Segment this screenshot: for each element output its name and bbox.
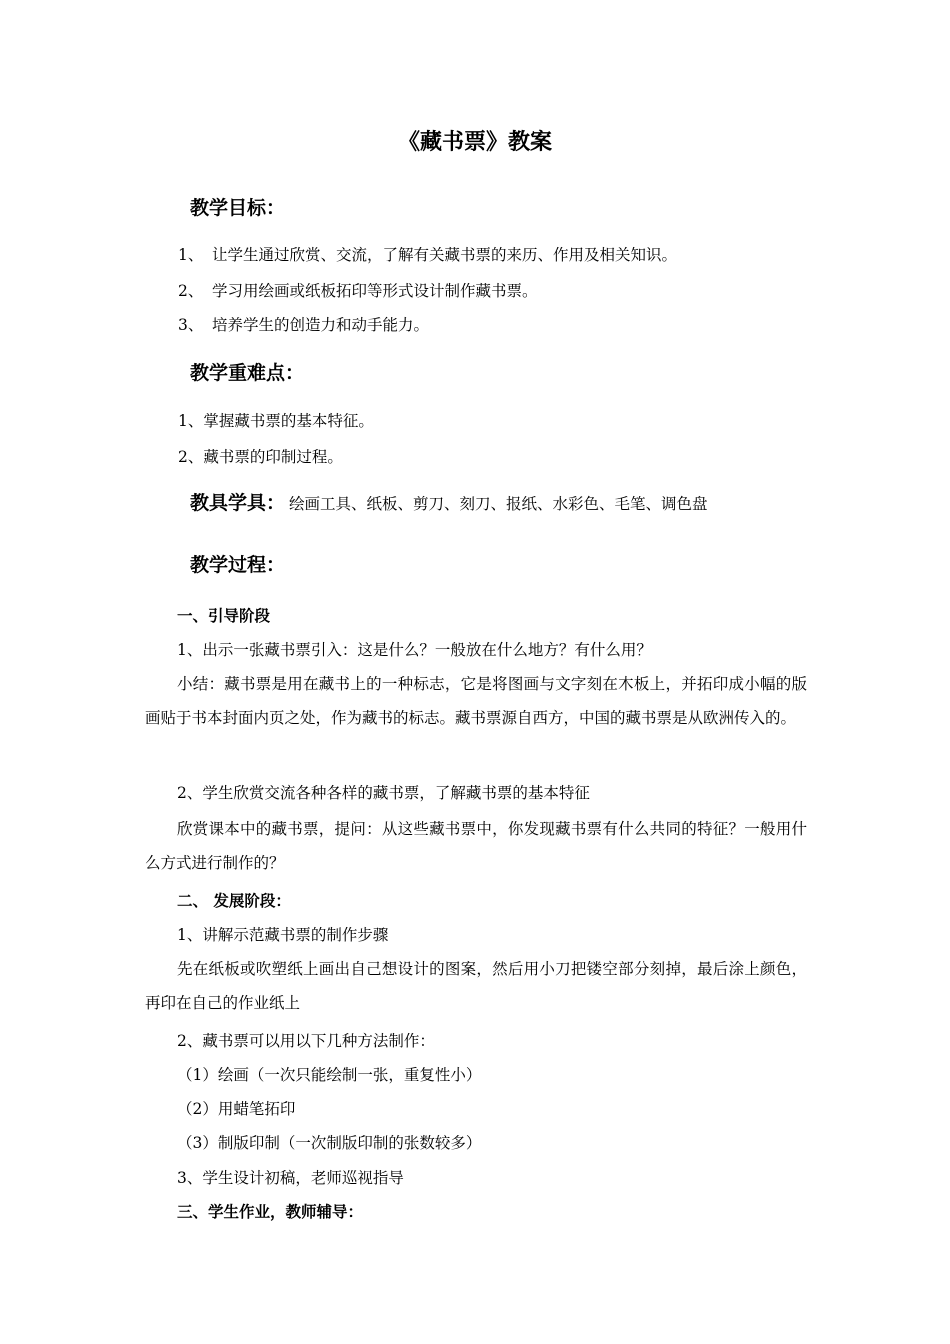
objective-item [178, 245, 677, 265]
stage-2-title: 二、 发展阶段： [177, 892, 291, 910]
objectives-heading: 教学目标： [190, 197, 286, 219]
stage-3-title: 三、学生作业，教师辅导： [177, 1203, 364, 1221]
objective-number: 3、 [178, 316, 204, 334]
objective-text: 学习用绘画或纸板拓印等形式设计制作藏书票。 [212, 282, 538, 300]
stage-2-steps: 先在纸板或吹塑纸上画出自己想设计的图案，然后用小刀把镂空部分刻掉，最后涂上颜色，再印在自己的作业纸上 [145, 960, 807, 1012]
objective-number: 1、 [178, 246, 204, 264]
tools-list: 绘画工具、纸板、剪刀、刻刀、报纸、水彩色、毛笔、调色盘 [289, 495, 708, 513]
stage-2-line-3: 3、学生设计初稿，老师巡视指导 [177, 1169, 404, 1187]
objective-item [178, 315, 429, 335]
stage-1-line-1: 1、出示一张藏书票引入：这是什么？一般放在什么地方？有什么用？ [177, 641, 652, 659]
method-item: （2）用蜡笔拓印 [177, 1100, 296, 1118]
objective-text: 培养学生的创造力和动手能力。 [212, 316, 430, 334]
objective-item [178, 281, 538, 301]
key-point-item: 1、掌握藏书票的基本特征。 [178, 412, 374, 430]
process-heading: 教学过程： [190, 554, 286, 576]
objective-number: 2、 [178, 282, 204, 300]
stage-1-summary: 小结：藏书票是用在藏书上的一种标志，它是将图画与文字刻在木板上，并拓印成小幅的版画贴于书本封面内页之处，作为藏书的标志。藏书票源自西方，中国的藏书票是从欧洲传入的。 [145, 675, 807, 727]
key-points-heading: 教学重难点： [190, 362, 305, 384]
stage-1-line-2: 2、学生欣赏交流各种各样的藏书票，了解藏书票的基本特征 [177, 784, 590, 802]
method-item: （3）制版印制（一次制版印制的张数较多） [177, 1134, 482, 1152]
tools-line [190, 490, 708, 517]
stage-1-appreciate: 欣赏课本中的藏书票，提问：从这些藏书票中，你发现藏书票有什么共同的特征？一般用什么方式进行制作的？ [145, 820, 807, 872]
method-item: （1）绘画（一次只能绘制一张，重复性小） [177, 1066, 482, 1084]
key-point-item: 2、藏书票的印制过程。 [178, 448, 343, 466]
stage-1-title: 一、引导阶段 [177, 607, 271, 625]
objective-text: 让学生通过欣赏、交流，了解有关藏书票的来历、作用及相关知识。 [212, 246, 678, 264]
stage-2-line-1: 1、讲解示范藏书票的制作步骤 [177, 926, 389, 944]
document-title: 《藏书票》教案 [397, 130, 552, 155]
tools-heading: 教具学具： [190, 492, 286, 514]
stage-2-line-2: 2、藏书票可以用以下几种方法制作： [177, 1032, 435, 1050]
